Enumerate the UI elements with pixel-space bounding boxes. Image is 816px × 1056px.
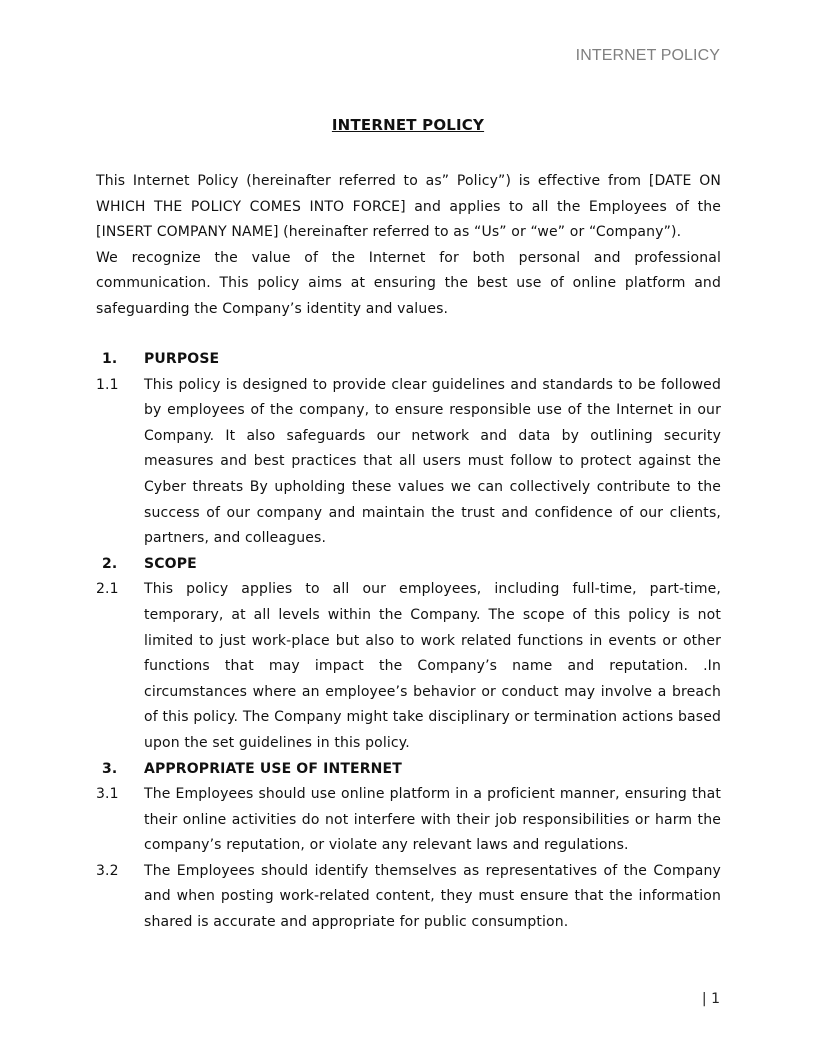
- clause-3-1: [96, 782, 721, 859]
- section-title: PURPOSE: [144, 351, 220, 367]
- intro-paragraph-2: We recognize the value of the Internet for both personal and professional communication. This policy aims at ensuring the best use of online platform and safeguarding the Company’s identity and values.: [96, 249, 721, 317]
- section-heading-scope: [96, 552, 721, 578]
- clause-number: 3.2: [96, 862, 119, 879]
- clause-number: 2.1: [96, 581, 119, 598]
- section-number: 1.: [102, 351, 118, 367]
- clause-text: This policy is designed to provide clear guidelines and standards to be followed by employees of the company, to ensure responsible use of the Internet in our Company. It also safeguards our network and data by outlining security measures and best practices that all users must follow to protect against the Cyber threats By upholding these values we can collectively contribute to the success of our company and maintain the trust and confidence of our clients, partners, and colleagues.: [144, 376, 721, 547]
- clause-text: The Employees should identify themselves as representatives of the Company and when posting work-related content, they must ensure that the information shared is accurate and appropriate for public consumption.: [144, 862, 721, 931]
- clause-3-2: [96, 859, 721, 936]
- clause-number: 3.1: [96, 786, 119, 803]
- section-title: APPROPRIATE USE OF INTERNET: [144, 760, 402, 777]
- intro-paragraph-1: This Internet Policy (hereinafter referred to as” Policy”) is effective from [DATE ON WHICH THE POLICY COMES INTO FORCE] and applies to all the Employees of the [INSERT COMPANY NAME] (hereinafter referred to as “Us” or “we” or “Company”).: [96, 173, 721, 241]
- section-title: SCOPE: [144, 555, 197, 572]
- clause-number: 1.1: [96, 376, 119, 393]
- document-title: INTERNET POLICY: [331, 116, 485, 134]
- section-number: 2.: [102, 555, 118, 572]
- clause-text: This policy applies to all our employees, including full-time, part-time, temporary, at all levels within the Company. The scope of this policy is not limited to just work-place but also to work related functions in events or other functions that may impact the Company’s name and reputation. .In circumstances where an employee’s behavior or conduct may involve a breach of this policy. The Company might take disciplinary or termination actions based upon the set guidelines in this policy.: [144, 581, 721, 751]
- section-heading-appropriate-use: [96, 757, 721, 783]
- page-header: INTERNET POLICY: [575, 47, 720, 64]
- section-number: 3.: [102, 760, 118, 777]
- intro-section: [96, 169, 721, 323]
- clause-2-1: [96, 577, 721, 756]
- clause-1-1: [96, 373, 721, 552]
- section-heading-purpose: [96, 347, 721, 373]
- page-number: | 1: [701, 991, 720, 1007]
- clause-text: The Employees should use online platform in a proficient manner, ensuring that their online activities do not interfere with their job responsibilities or harm the company’s reputation, or violate any relevant laws and regulations.: [144, 786, 721, 854]
- policy-sections: [96, 347, 721, 936]
